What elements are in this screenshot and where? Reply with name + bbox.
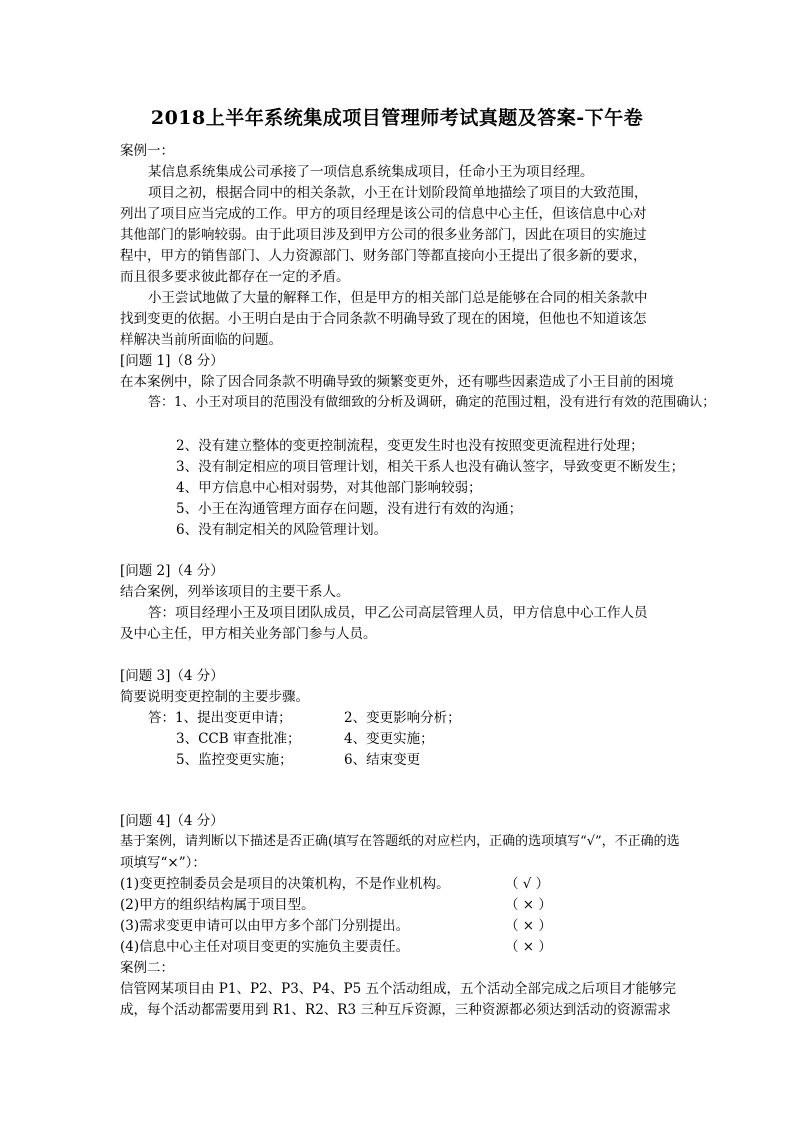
q3-question: 简要说明变更控制的主要步骤。: [120, 689, 309, 705]
q3-step: 3、CCB 审查批准；: [176, 731, 301, 747]
q1-answer-line: 4、甲方信息中心相对弱势，对其他部门影响较弱；: [176, 480, 482, 496]
q4-heading: [问题 4]（4 分）: [120, 813, 224, 829]
q1-answer-line: 5、小王在沟通管理方面存在问题，没有进行有效的沟通；: [176, 501, 523, 517]
case1-para-line: 找到变更的依据。小王明白是由于合同条款不明确导致了现在的困境，但他也不知道该怎: [120, 311, 647, 327]
case2-para-line: 成，每个活动都需要用到 R1、R2、R3 三种互斥资源，三种资源都必须达到活动的资源需求: [120, 1002, 671, 1018]
q3-step: 6、结束变更: [344, 752, 421, 768]
case1-para-line: 其他部门的影响较弱。由于此项目涉及到甲方公司的很多业务部门，因此在项目的实施过: [120, 227, 647, 243]
q4-item-text: (3)需求变更申请可以由甲方多个部门分别提出。: [120, 918, 410, 934]
q3-step: 5、监控变更实施；: [176, 752, 293, 768]
page-title: 2018上半年系统集成项目管理师考试真题及答案-下午卷: [150, 107, 644, 129]
q4-item-mark: （ × ）: [505, 939, 552, 955]
case1-para-line: 某信息系统集成公司承接了一项信息系统集成项目，任命小王为项目经理。: [148, 164, 594, 180]
q4-item-mark: （ √ ）: [505, 876, 550, 892]
case1-para-line: 而且很多要求彼此都存在一定的矛盾。: [120, 269, 350, 285]
case2-heading: 案例二：: [120, 960, 174, 976]
q4-question: 项填写“×”）：: [120, 855, 206, 871]
q1-answer-line: 2、没有建立整体的变更控制流程，变更发生时也没有按照变更流程进行处理；: [176, 438, 644, 454]
case1-para-line: 小王尝试地做了大量的解释工作，但是甲方的相关部门总是能够在合同的相关条款中: [148, 290, 648, 306]
q4-item-mark: （ × ）: [505, 897, 552, 913]
q4-item-mark: （ × ）: [505, 918, 552, 934]
q1-answer-line: 6、没有制定相关的风险管理计划。: [176, 522, 388, 538]
q2-answer-line: 答：项目经理小王及项目团队成员，甲乙公司高层管理人员，甲方信息中心工作人员: [148, 605, 648, 621]
q1-question: 在本案例中，除了因合同条款不明确导致的频繁变更外，还有哪些因素造成了小王目前的困境: [120, 374, 674, 390]
case1-para-line: 程中，甲方的销售部门、人力资源部门、财务部门等都直接向小王提出了很多新的要求，: [120, 248, 647, 264]
case2-para-line: 信管网某项目由 P1、P2、P3、P4、P5 五个活动组成，五个活动全部完成之后项目才能够完: [120, 981, 676, 997]
q4-item-text: (2)甲方的组织结构属于项目型。: [120, 897, 315, 913]
q3-step: 4、变更实施；: [344, 731, 434, 747]
q1-heading: [问题 1]（8 分）: [120, 353, 224, 369]
q2-heading: [问题 2]（4 分）: [120, 563, 224, 579]
q2-question: 结合案例，列举该项目的主要干系人。: [120, 584, 350, 600]
case1-para-line: 样解决当前所面临的问题。: [120, 332, 282, 348]
q3-heading: [问题 3]（4 分）: [120, 668, 224, 684]
q4-item-text: (1)变更控制委员会是项目的决策机构，不是作业机构。: [120, 876, 450, 892]
q3-step: 答：1、提出变更申请；: [148, 710, 292, 726]
case1-para-line: 列出了项目应当完成的工作。甲方的项目经理是该公司的信息中心主任，但该信息中心对: [120, 206, 647, 222]
q1-answer-line: 3、没有制定相应的项目管理计划，相关干系人也没有确认签字，导致变更不断发生；: [176, 459, 685, 475]
q4-question: 基于案例，请判断以下描述是否正确(填写在答题纸的对应栏内，正确的选项填写“√”，不正确的选: [120, 834, 680, 849]
q2-answer-line: 及中心主任，甲方相关业务部门参与人员。: [120, 626, 377, 642]
q3-step: 2、变更影响分析；: [344, 710, 461, 726]
case1-para-line: 项目之初，根据合同中的相关条款，小王在计划阶段简单地描绘了项目的大致范围，: [148, 185, 648, 201]
q4-item-text: (4)信息中心主任对项目变更的实施负主要责任。: [120, 939, 410, 955]
q1-answer-line: 答：1、小王对项目的范围没有做细致的分析及调研，确定的范围过粗，没有进行有效的范围确认；: [148, 395, 716, 410]
case1-heading: 案例一：: [120, 143, 174, 159]
